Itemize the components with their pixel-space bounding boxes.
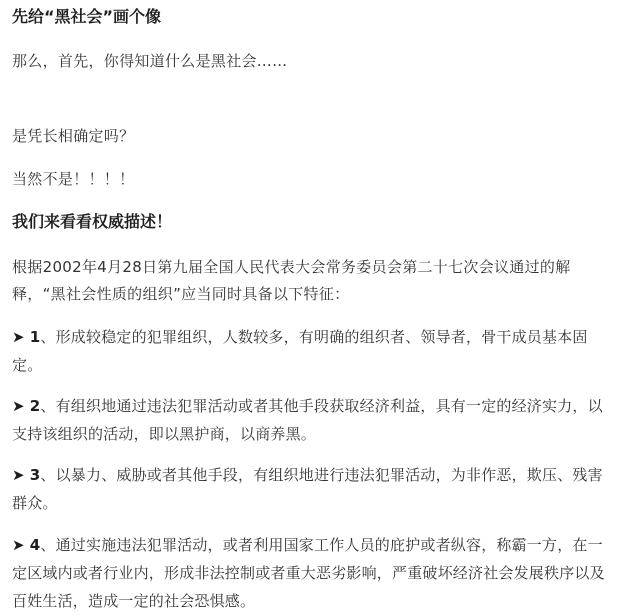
- feature-item-2: [12, 392, 610, 448]
- item-number: 4: [29, 536, 41, 554]
- answer-paragraph: 当然不是！！！！: [12, 170, 135, 188]
- feature-item-3: [12, 461, 610, 517]
- arrow-bullet-icon: ➤: [12, 536, 25, 554]
- question-paragraph: 是凭长相确定吗？: [12, 127, 135, 145]
- item-text: 、形成较稳定的犯罪组织，人数较多，有明确的组织者、领导者，骨干成员基本固定。: [12, 328, 588, 374]
- section-heading-authority: 我们来看看权威描述！: [12, 212, 173, 231]
- item-text: 、通过实施违法犯罪活动，或者利用国家工作人员的庇护或者纵容，称霸一方，在一定区域内或者行业内，形成非法控制或者重大恶劣影响，严重破坏经济社会发展秩序以及百姓生活，造成一定的社会恐惧感。: [12, 536, 605, 610]
- definition-paragraph: 根据2002年4月28日第九届全国人民代表大会常务委员会第二十七次会议通过的解释，“黑社会性质的组织”应当同时具备以下特征：: [12, 258, 571, 303]
- arrow-bullet-icon: ➤: [12, 328, 25, 346]
- arrow-bullet-icon: ➤: [12, 397, 25, 415]
- item-text: 、以暴力、威胁或者其他手段，有组织地进行违法犯罪活动，为非作恶，欺压、残害群众。: [12, 466, 603, 512]
- item-text: 、有组织地通过违法犯罪活动或者其他手段获取经济利益，具有一定的经济实力，以支持该组织的活动，即以黑护商，以商养黑。: [12, 397, 603, 443]
- item-number: 2: [29, 397, 41, 415]
- section-heading-portrait: 先给“黑社会”画个像: [12, 7, 162, 26]
- arrow-bullet-icon: ➤: [12, 466, 25, 484]
- feature-item-1: [12, 323, 610, 379]
- item-number: 3: [29, 466, 41, 484]
- item-number: 1: [29, 328, 41, 346]
- feature-item-4: [12, 531, 610, 615]
- intro-paragraph: 那么，首先，你得知道什么是黑社会……: [12, 52, 288, 70]
